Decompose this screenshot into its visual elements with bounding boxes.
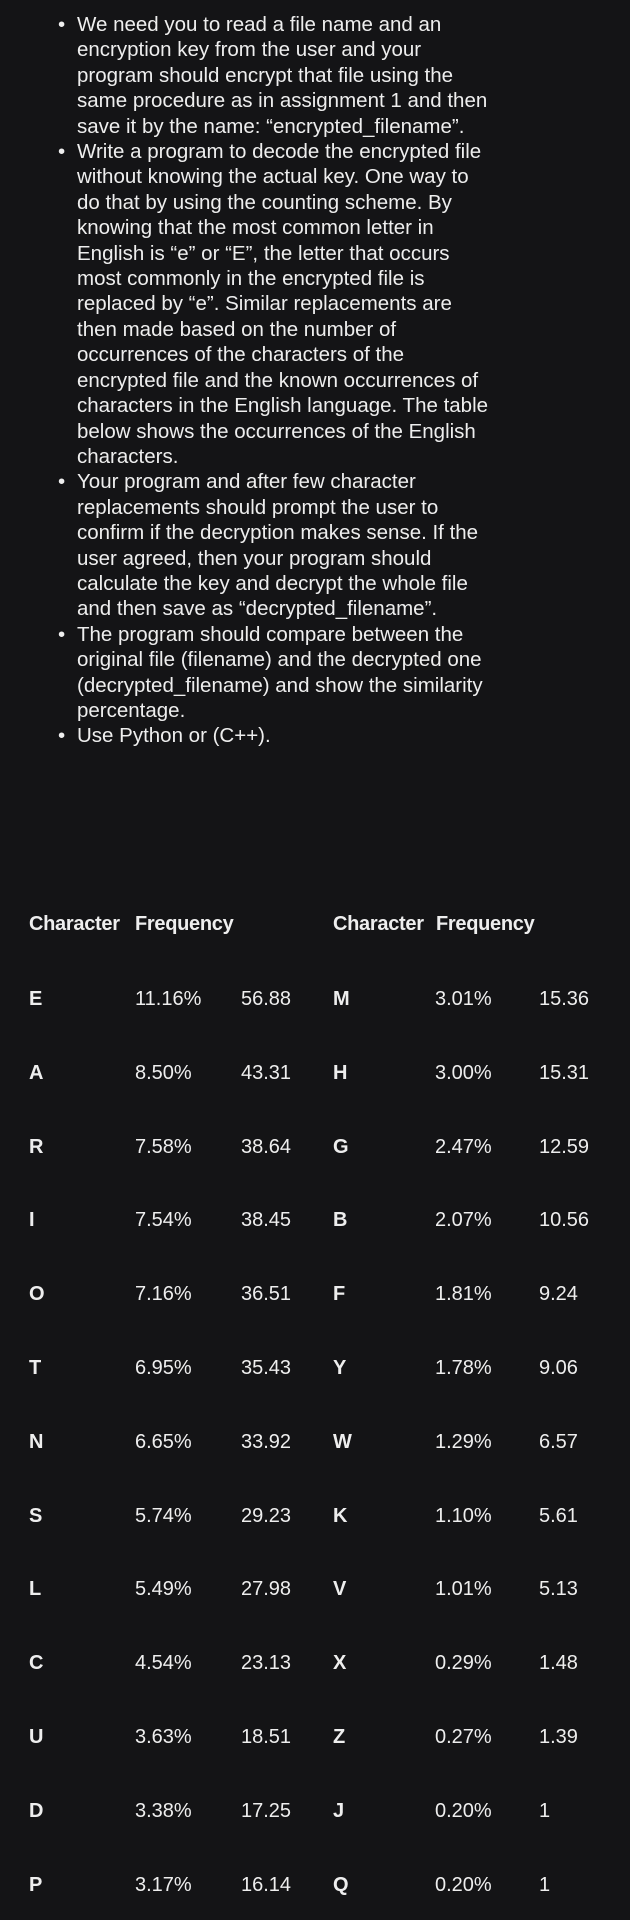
table-cell-right-count: 5.61 <box>539 1505 578 1527</box>
table-cell-left-percentage: 5.74% <box>135 1505 192 1527</box>
header-character-left: Character <box>29 913 120 935</box>
table-cell-right-count: 1 <box>539 1874 551 1896</box>
table-cell-left-count: 56.88 <box>241 988 292 1010</box>
table-cell-left-count: 33.92 <box>241 1431 292 1453</box>
table-cell-right-character: B <box>333 1209 348 1231</box>
table-cell-left-percentage: 11.16% <box>135 988 202 1010</box>
bullet-point: • <box>58 622 66 646</box>
bullet-point: • <box>58 724 66 748</box>
bullet-point: • <box>58 470 66 494</box>
table-cell-left-character: E <box>29 988 43 1010</box>
table-cell-left-character: D <box>29 1800 44 1822</box>
requirement-text: We need you to read a file name and an encryption key from the user and your program should encrypt that file using the same procedure as in assignment 1 and then save it by the name: “encrypted_filename”. <box>77 13 488 138</box>
table-cell-right-percentage: 3.00% <box>435 1062 492 1084</box>
table-cell-right-count: 12.59 <box>539 1136 590 1158</box>
table-cell-right-percentage: 0.20% <box>435 1800 492 1822</box>
table-cell-right-percentage: 0.20% <box>435 1874 492 1896</box>
table-cell-left-character: C <box>29 1652 44 1674</box>
table-cell-right-count: 1.48 <box>539 1652 578 1674</box>
table-cell-right-character: K <box>333 1505 348 1527</box>
table-cell-left-character: R <box>29 1136 44 1158</box>
table-cell-left-percentage: 3.63% <box>135 1726 192 1748</box>
table-cell-right-percentage: 3.01% <box>435 988 492 1010</box>
table-cell-left-character: P <box>29 1874 43 1896</box>
table-cell-left-percentage: 6.95% <box>135 1357 192 1379</box>
table-cell-left-character: T <box>29 1357 42 1379</box>
table-cell-right-count: 15.36 <box>539 988 590 1010</box>
table-cell-right-percentage: 1.01% <box>435 1578 492 1600</box>
table-cell-left-character: I <box>29 1209 35 1231</box>
requirement-text: Use Python or (C++). <box>77 724 271 748</box>
table-cell-right-count: 10.56 <box>539 1209 590 1231</box>
table-cell-left-count: 18.51 <box>241 1726 292 1748</box>
table-cell-left-percentage: 5.49% <box>135 1578 192 1600</box>
table-cell-right-percentage: 1.29% <box>435 1431 492 1453</box>
requirement-text: Write a program to decode the encrypted file without knowing the actual key. One way to do that by using the counting scheme. By knowing that the most common letter in English is “e” or “E”, the letter that occurs most commonly in the encrypted file is replaced by “e”. Similar replacements are then made based on the number of occurrences of the characters of the encrypted file and the known occurrences of characters in the English language. The table below shows the occurrences of the English characters. <box>77 140 489 468</box>
table-cell-left-character: O <box>29 1283 45 1305</box>
table-cell-right-percentage: 2.07% <box>435 1209 492 1231</box>
table-cell-left-count: 23.13 <box>241 1652 292 1674</box>
table-cell-left-percentage: 7.58% <box>135 1136 192 1158</box>
header-frequency-left: Frequency <box>135 913 234 935</box>
table-cell-left-count: 29.23 <box>241 1505 292 1527</box>
table-cell-left-character: L <box>29 1578 42 1600</box>
table-cell-left-percentage: 7.54% <box>135 1209 192 1231</box>
table-cell-left-count: 17.25 <box>241 1800 292 1822</box>
table-cell-left-percentage: 4.54% <box>135 1652 192 1674</box>
table-cell-left-percentage: 7.16% <box>135 1283 192 1305</box>
table-cell-left-count: 35.43 <box>241 1357 292 1379</box>
table-cell-right-count: 1.39 <box>539 1726 578 1748</box>
table-cell-right-percentage: 0.29% <box>435 1652 492 1674</box>
header-character-right: Character <box>333 913 424 935</box>
table-cell-right-percentage: 1.78% <box>435 1357 492 1379</box>
table-cell-left-percentage: 3.38% <box>135 1800 192 1822</box>
table-cell-left-character: U <box>29 1726 44 1748</box>
table-cell-left-count: 16.14 <box>241 1874 292 1896</box>
table-cell-right-percentage: 2.47% <box>435 1136 492 1158</box>
table-cell-left-count: 36.51 <box>241 1283 292 1305</box>
table-cell-right-character: H <box>333 1062 348 1084</box>
table-cell-right-character: G <box>333 1136 349 1158</box>
header-frequency-right: Frequency <box>436 913 535 935</box>
table-cell-right-character: Y <box>333 1357 347 1379</box>
table-cell-right-character: F <box>333 1283 346 1305</box>
table-cell-left-character: A <box>29 1062 44 1084</box>
table-cell-left-count: 27.98 <box>241 1578 292 1600</box>
table-cell-left-percentage: 8.50% <box>135 1062 192 1084</box>
table-cell-right-percentage: 0.27% <box>435 1726 492 1748</box>
table-cell-right-character: W <box>333 1431 352 1453</box>
table-cell-left-count: 38.45 <box>241 1209 292 1231</box>
table-cell-right-count: 9.24 <box>539 1283 578 1305</box>
table-cell-right-character: X <box>333 1652 347 1674</box>
table-cell-right-percentage: 1.81% <box>435 1283 492 1305</box>
requirement-text: The program should compare between the original file (filename) and the decrypted one (decrypted_filename) and show the similarity percentage. <box>77 622 483 722</box>
table-cell-left-character: S <box>29 1505 43 1527</box>
table-cell-right-character: V <box>333 1578 347 1600</box>
table-cell-left-percentage: 6.65% <box>135 1431 192 1453</box>
table-cell-right-character: J <box>333 1800 345 1822</box>
bullet-point: • <box>58 13 66 36</box>
table-cell-right-count: 15.31 <box>539 1062 590 1084</box>
table-cell-right-character: Z <box>333 1726 346 1748</box>
table-cell-right-count: 6.57 <box>539 1431 578 1453</box>
requirement-text: Your program and after few character replacements should prompt the user to confirm if the decryption makes sense. If the user agreed, then your program should calculate the key and decrypt the whole file and then save as “decrypted_filename”. <box>77 470 479 621</box>
table-cell-right-percentage: 1.10% <box>435 1505 492 1527</box>
bullet-point: • <box>58 140 66 164</box>
table-cell-right-count: 1 <box>539 1800 551 1822</box>
table-cell-right-count: 5.13 <box>539 1578 578 1600</box>
table-cell-right-character: M <box>333 988 350 1010</box>
table-cell-right-character: Q <box>333 1874 349 1896</box>
table-cell-left-percentage: 3.17% <box>135 1874 192 1896</box>
table-cell-left-count: 38.64 <box>241 1136 292 1158</box>
table-cell-left-character: N <box>29 1431 44 1453</box>
table-cell-right-count: 9.06 <box>539 1357 578 1379</box>
table-cell-left-count: 43.31 <box>241 1062 292 1084</box>
